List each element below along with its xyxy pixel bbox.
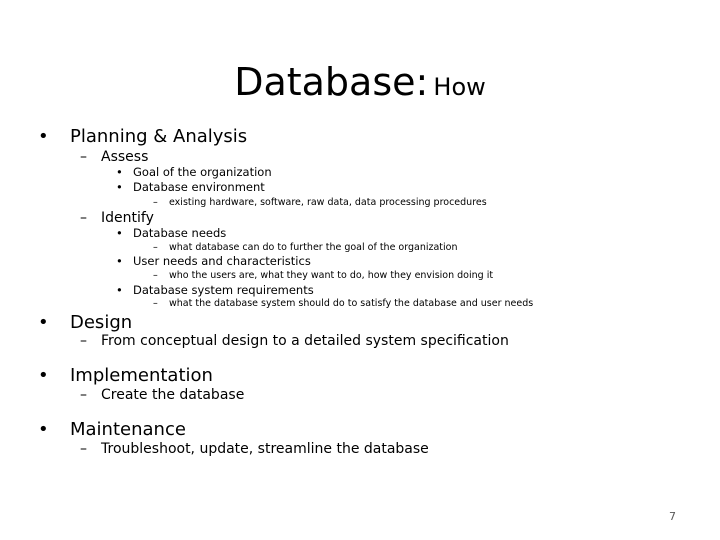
- dash-icon: –: [80, 441, 87, 457]
- item-user-needs: User needs and characteristics: [133, 254, 311, 268]
- item-database-needs: Database needs: [133, 226, 227, 240]
- sub-design-spec: From conceptual design to a detailed system specification: [101, 333, 509, 349]
- detail-database-environment: existing hardware, software, raw data, data processing procedures: [169, 197, 487, 208]
- slide-title: [0, 60, 720, 104]
- bullet-icon: •: [38, 365, 49, 386]
- bullet-icon: •: [116, 180, 123, 194]
- sub-create-database: Create the database: [101, 387, 245, 403]
- dash-icon: –: [80, 387, 87, 403]
- bullet-icon: •: [38, 419, 49, 440]
- title-sub: How: [433, 73, 486, 101]
- bullet-icon: •: [116, 226, 123, 240]
- bullet-icon: •: [38, 126, 49, 147]
- title-main: Database:: [234, 60, 429, 104]
- page-number: 7: [669, 510, 676, 523]
- section-planning-analysis: Planning & Analysis: [70, 126, 248, 147]
- sub-assess: Assess: [101, 149, 149, 165]
- dash-icon: –: [153, 242, 158, 253]
- detail-database-system-requirements: what the database system should do to satisfy the database and user needs: [169, 298, 534, 309]
- bullet-icon: •: [38, 312, 49, 333]
- section-maintenance: Maintenance: [70, 419, 186, 440]
- dash-icon: –: [153, 270, 158, 281]
- dash-icon: –: [153, 298, 158, 309]
- dash-icon: –: [80, 149, 87, 165]
- bullet-icon: •: [116, 165, 123, 179]
- item-database-environment: Database environment: [133, 180, 265, 194]
- item-goal-of-organization: Goal of the organization: [133, 165, 272, 179]
- detail-database-needs: what database can do to further the goal of the organization: [169, 242, 458, 253]
- dash-icon: –: [80, 333, 87, 349]
- section-implementation: Implementation: [70, 365, 213, 386]
- sub-identify: Identify: [101, 210, 154, 226]
- detail-user-needs: who the users are, what they want to do, how they envision doing it: [169, 270, 494, 281]
- bullet-icon: •: [116, 283, 123, 297]
- bullet-icon: •: [116, 254, 123, 268]
- sub-troubleshoot: Troubleshoot, update, streamline the database: [101, 441, 429, 457]
- dash-icon: –: [80, 210, 87, 226]
- dash-icon: –: [153, 197, 158, 208]
- section-design: Design: [70, 312, 133, 333]
- item-database-system-requirements: Database system requirements: [133, 283, 314, 297]
